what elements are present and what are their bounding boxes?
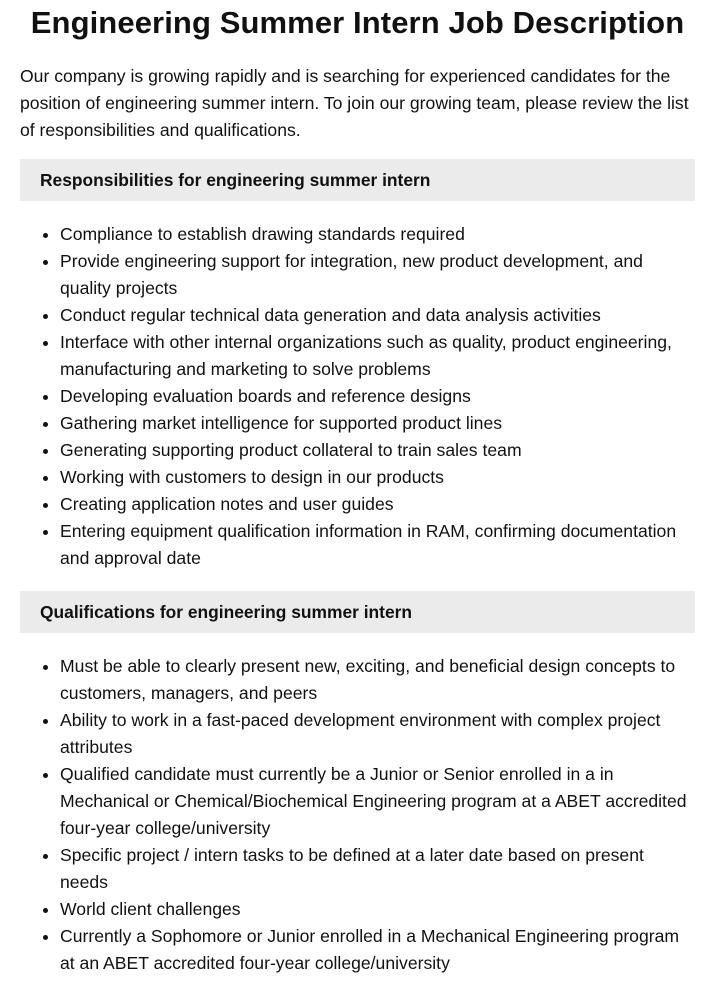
responsibility-item: • Entering equipment qualification information in RAM, confirming documentation and approval date xyxy=(60,518,695,572)
responsibility-item: • Conduct regular technical data generation and data analysis activities xyxy=(60,302,695,329)
qualification-item: • Must be able to clearly present new, exciting, and beneficial design concepts to customers, managers, and peers xyxy=(60,653,695,707)
responsibility-item: • Provide engineering support for integration, new product development, and quality projects xyxy=(60,248,695,302)
responsibilities-list xyxy=(20,221,695,572)
qualification-item: • World client challenges xyxy=(60,896,695,923)
responsibility-item: • Generating supporting product collateral to train sales team xyxy=(60,437,695,464)
responsibility-item: • Working with customers to design in our products xyxy=(60,464,695,491)
qualification-item: • Specific project / intern tasks to be defined at a later date based on present needs xyxy=(60,842,695,896)
responsibility-item: • Compliance to establish drawing standards required xyxy=(60,221,695,248)
qualification-item: • Ability to work in a fast-paced development environment with complex project attributes xyxy=(60,707,695,761)
responsibility-item: • Gathering market intelligence for supported product lines xyxy=(60,410,695,437)
qualification-item: • Qualified candidate must currently be a Junior or Senior enrolled in a in Mechanical or Chemical/Biochemical Engineering program at a ABET accredited four-year college/university xyxy=(60,761,695,842)
page-title: Engineering Summer Intern Job Description xyxy=(30,5,685,40)
qualifications-list xyxy=(20,653,695,977)
responsibility-item: • Creating application notes and user guides xyxy=(60,491,695,518)
responsibility-item: • Interface with other internal organizations such as quality, product engineering, manufacturing and marketing to solve problems xyxy=(60,329,695,383)
responsibility-item: • Developing evaluation boards and reference designs xyxy=(60,383,695,410)
qualifications-heading: Qualifications for engineering summer intern xyxy=(20,591,695,633)
qualification-item: • Currently a Sophomore or Junior enrolled in a Mechanical Engineering program at an ABET accredited four-year college/university xyxy=(60,923,695,977)
intro-paragraph: Our company is growing rapidly and is searching for experienced candidates for the position of engineering summer intern. To join our growing team, please review the list of responsibilities and qualifications. xyxy=(20,66,689,140)
responsibilities-heading: Responsibilities for engineering summer intern xyxy=(20,159,695,201)
